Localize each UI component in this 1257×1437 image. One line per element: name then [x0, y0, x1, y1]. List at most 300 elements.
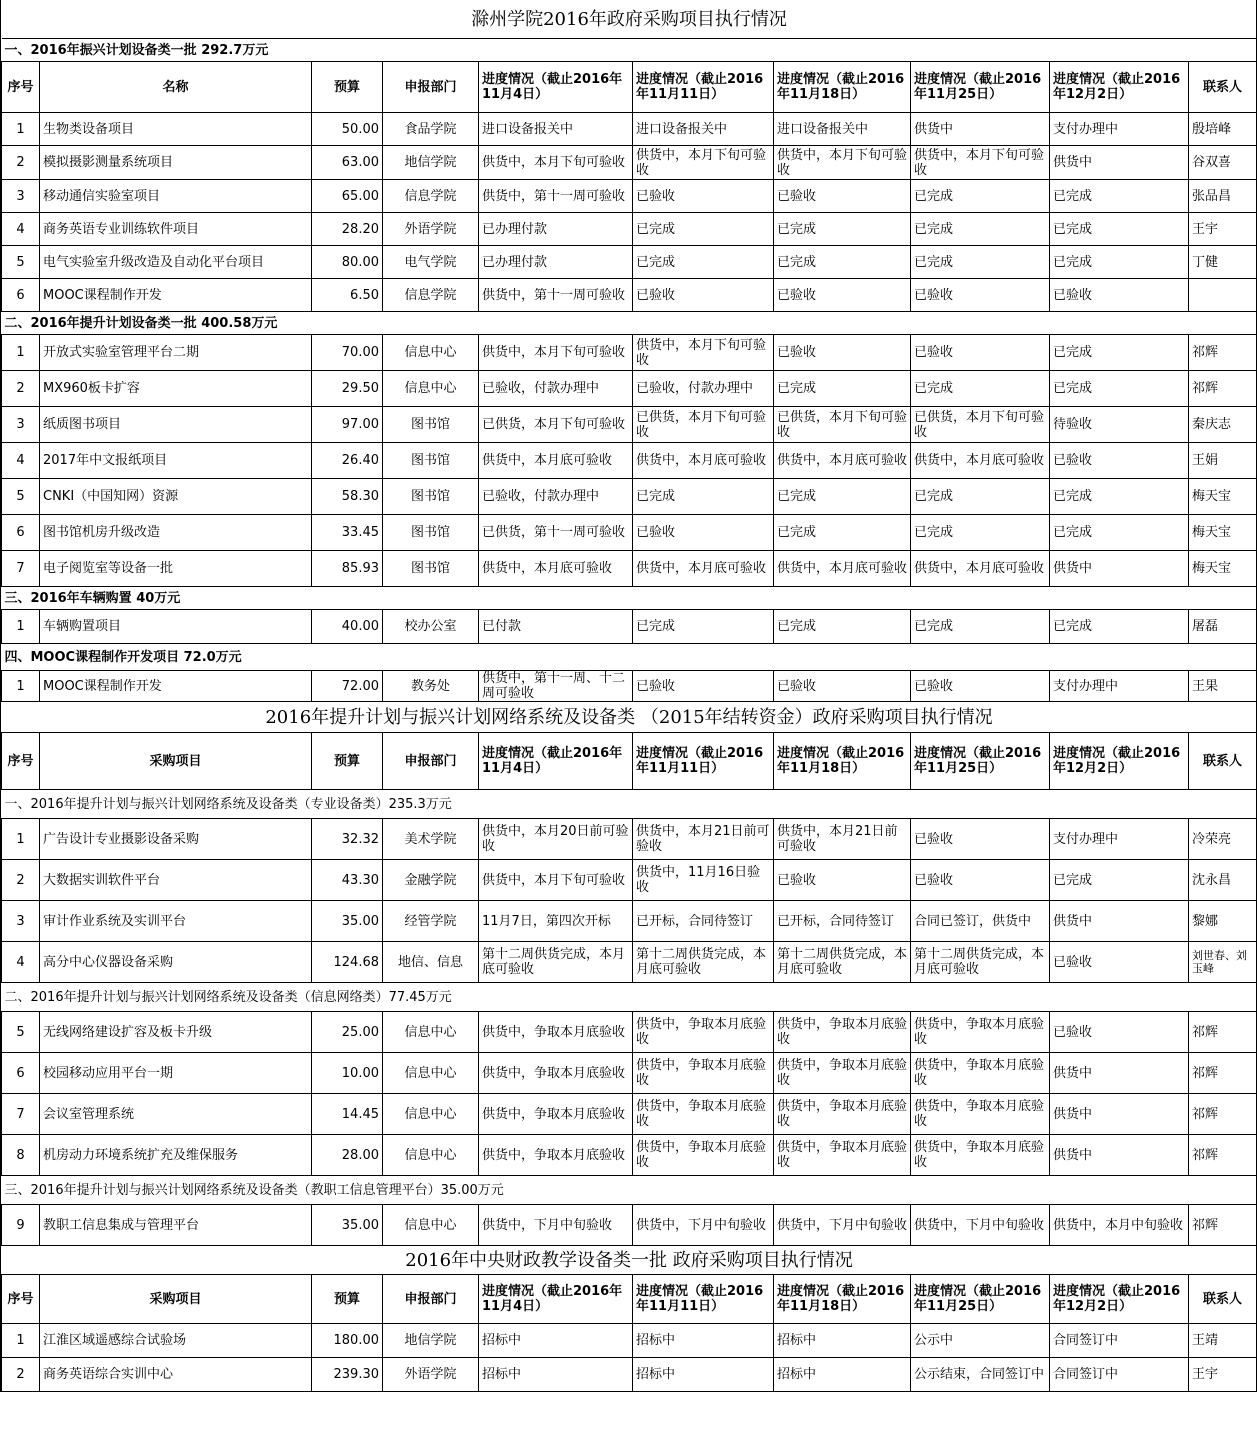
cell-dept [383, 901, 479, 942]
table-row [2, 942, 1257, 983]
column-header: 预算 [312, 1275, 383, 1324]
cell-name [40, 819, 312, 860]
cell-budget [312, 551, 383, 587]
cell-p2 [633, 246, 774, 279]
procurement-table [1, 0, 1257, 1392]
table-title-row [2, 0, 1257, 39]
cell-text: 供货中，下月中旬验收 [636, 1217, 767, 1233]
cell-p1 [479, 671, 633, 702]
cell-text: 供货中，下月中旬验收 [914, 1217, 1045, 1233]
cell-p2 [633, 610, 774, 644]
cell-p1 [479, 146, 633, 180]
cell-no [2, 335, 40, 371]
cell-text: 供货中，争取本月底验收 [777, 1099, 907, 1129]
cell-text: 供货中，本月下旬可验收 [636, 337, 767, 368]
column-header: 联系人 [1189, 1275, 1257, 1324]
cell-p4 [911, 860, 1050, 901]
cell-text: 已完成 [1053, 381, 1093, 396]
cell-text: 梅天宝 [1192, 489, 1232, 504]
cell-no [2, 407, 40, 443]
cell-text: 已验收 [914, 872, 954, 888]
cell-dept [383, 279, 479, 312]
cell-text: 2 [16, 872, 25, 888]
cell-text: 供货中 [1053, 561, 1093, 576]
cell-p3 [774, 1135, 911, 1176]
cell-p4 [911, 213, 1050, 246]
table-row [2, 335, 1257, 371]
cell-text: 王果 [1192, 678, 1219, 694]
cell-text: 供货中，下月中旬验收 [482, 1217, 613, 1233]
cell-p5 [1050, 246, 1189, 279]
cell-p1 [479, 610, 633, 644]
cell-text: 已完成 [914, 188, 954, 204]
cell-p5 [1050, 1324, 1189, 1358]
cell-text: 已验收 [777, 872, 817, 888]
cell-no [2, 860, 40, 901]
cell-p5 [1050, 860, 1189, 901]
cell-no [2, 610, 40, 644]
column-header: 序号 [2, 733, 40, 790]
cell-p4 [911, 671, 1050, 702]
cell-name [40, 246, 312, 279]
cell-p1 [479, 371, 633, 407]
column-header: 采购项目 [40, 733, 312, 790]
cell-p3 [774, 1053, 911, 1094]
cell-text: 已验收 [914, 678, 954, 694]
table-row [2, 901, 1257, 942]
cell-p3 [774, 371, 911, 407]
cell-budget [312, 1053, 383, 1094]
cell-budget [312, 246, 383, 279]
cell-text: 第十二周供货完成，本月底可验收 [777, 947, 907, 977]
cell-text: 29.50 [341, 381, 379, 396]
cell-name [40, 479, 312, 515]
cell-text: 已验收，付款办理中 [482, 381, 600, 396]
cell-budget [312, 1012, 383, 1053]
cell-text: 沈永昌 [1192, 872, 1232, 888]
cell-p4 [911, 279, 1050, 312]
cell-text: 图书馆 [410, 525, 450, 540]
cell-text: 进口设备报关中 [777, 121, 869, 137]
cell-text: 已验收 [777, 287, 817, 303]
cell-p3 [774, 407, 911, 443]
cell-text: 已完成 [1053, 345, 1093, 360]
cell-text: 已完成 [1053, 221, 1093, 237]
cell-text: 教务处 [410, 678, 450, 694]
cell-text: 已供货，本月下旬可验收 [777, 409, 907, 440]
table-row [2, 279, 1257, 312]
cell-text: 供货中 [1053, 155, 1093, 170]
cell-text: 97.00 [341, 417, 379, 432]
cell-text: 招标中 [636, 1367, 676, 1382]
cell-text: 校园移动应用平台一期 [43, 1065, 174, 1081]
cell-text: 已完成 [914, 619, 954, 634]
cell-dept [383, 942, 479, 983]
table-row [2, 213, 1257, 246]
cell-text: 1 [16, 831, 25, 847]
cell-text: 祁辉 [1192, 1065, 1219, 1081]
cell-p3 [774, 180, 911, 213]
cell-text: 冷荣亮 [1192, 831, 1232, 847]
cell-name [40, 1135, 312, 1176]
cell-text: 图书馆 [410, 417, 450, 432]
cell-text: 供货中，争取本月底验收 [636, 1058, 767, 1088]
cell-text: 供货中 [1053, 1065, 1093, 1081]
cell-text: 信息中心 [404, 345, 457, 360]
cell-text: MX960板卡扩容 [43, 381, 140, 396]
header-row [2, 733, 1257, 790]
section-heading: 二、2016年提升计划设备类一批 400.58万元 [2, 312, 1257, 335]
header-row [2, 1275, 1257, 1324]
cell-text: 经管学院 [404, 913, 457, 929]
cell-text: 信息学院 [404, 287, 457, 303]
cell-text: 已完成 [636, 619, 676, 634]
cell-contact [1189, 335, 1257, 371]
cell-name [40, 860, 312, 901]
cell-p4 [911, 1135, 1050, 1176]
cell-text: 供货中，本月底可验收 [636, 453, 767, 468]
cell-text: 祁辉 [1192, 1217, 1219, 1233]
cell-p1 [479, 551, 633, 587]
cell-p5 [1050, 515, 1189, 551]
table-row [2, 1094, 1257, 1135]
cell-text: 2 [16, 155, 25, 170]
cell-p1 [479, 901, 633, 942]
cell-text: 信息中心 [404, 1065, 457, 1081]
cell-p3 [774, 113, 911, 146]
cell-text: 已完成 [1053, 489, 1093, 504]
cell-p2 [633, 371, 774, 407]
table-row [2, 371, 1257, 407]
cell-text: 6 [16, 1065, 25, 1081]
cell-contact [1189, 113, 1257, 146]
cell-no [2, 146, 40, 180]
cell-contact [1189, 479, 1257, 515]
cell-contact [1189, 146, 1257, 180]
section-heading-row [2, 644, 1257, 671]
cell-text: 已完成 [636, 221, 676, 237]
table-title: 2016年中央财政教学设备类一批 政府采购项目执行情况 [2, 1246, 1257, 1275]
cell-budget [312, 180, 383, 213]
cell-text: 已供货，本月下旬可验收 [482, 417, 626, 432]
cell-p3 [774, 551, 911, 587]
cell-p2 [633, 819, 774, 860]
cell-text: 王宇 [1192, 221, 1219, 237]
cell-text: 2017年中文报纸项目 [43, 453, 168, 468]
cell-budget [312, 146, 383, 180]
column-header: 进度情况（截止2016年11月25日） [911, 733, 1050, 790]
cell-text: 供货中，本月下旬可验收 [482, 872, 626, 888]
cell-dept [383, 479, 479, 515]
section-heading-row [2, 1176, 1257, 1205]
column-header: 联系人 [1189, 733, 1257, 790]
cell-text: 已验收 [914, 831, 954, 847]
cell-dept [383, 1012, 479, 1053]
column-header: 预算 [312, 62, 383, 113]
cell-text: 供货中，本月21日前可验收 [636, 824, 770, 854]
cell-text: 供货中，本月下旬可验收 [482, 155, 626, 170]
section-heading: 四、MOOC课程制作开发项目 72.0万元 [2, 644, 1257, 671]
cell-text: 供货中 [1053, 1106, 1093, 1122]
column-header: 申报部门 [383, 62, 479, 113]
table-title-row [2, 702, 1257, 733]
cell-text: 图书馆 [410, 489, 450, 504]
cell-name [40, 1205, 312, 1246]
cell-p5 [1050, 819, 1189, 860]
cell-text: 美术学院 [404, 831, 457, 847]
cell-p5 [1050, 180, 1189, 213]
cell-p3 [774, 213, 911, 246]
cell-text: 50.00 [341, 121, 379, 137]
cell-text: 180.00 [333, 1333, 379, 1348]
cell-name [40, 901, 312, 942]
cell-dept [383, 610, 479, 644]
cell-budget [312, 1358, 383, 1392]
cell-budget [312, 942, 383, 983]
cell-p2 [633, 1324, 774, 1358]
cell-no [2, 1324, 40, 1358]
cell-text: 已验收 [636, 188, 676, 204]
cell-text: 招标中 [777, 1333, 817, 1348]
cell-text: 已完成 [636, 489, 676, 504]
cell-text: 图书馆机房升级改造 [43, 525, 161, 540]
cell-dept [383, 213, 479, 246]
cell-text: 祁辉 [1192, 1106, 1219, 1122]
cell-contact [1189, 942, 1257, 983]
cell-text: 校办公室 [404, 619, 457, 634]
cell-text: 72.00 [341, 678, 379, 694]
cell-no [2, 1053, 40, 1094]
cell-text: 供货中，争取本月底验收 [777, 1140, 907, 1170]
cell-dept [383, 407, 479, 443]
cell-p2 [633, 443, 774, 479]
cell-p3 [774, 1094, 911, 1135]
cell-contact [1189, 819, 1257, 860]
cell-p3 [774, 515, 911, 551]
cell-p4 [911, 443, 1050, 479]
cell-text: 广告设计专业摄影设备采购 [43, 831, 200, 847]
section-heading-row [2, 790, 1257, 819]
cell-dept [383, 1358, 479, 1392]
cell-no [2, 551, 40, 587]
cell-text: 已完成 [777, 619, 817, 634]
cell-text: 供货中，争取本月底验收 [482, 1065, 626, 1081]
cell-text: 王宇 [1192, 1367, 1219, 1382]
cell-p3 [774, 1324, 911, 1358]
cell-contact [1189, 279, 1257, 312]
cell-text: 2 [16, 1367, 25, 1382]
cell-p1 [479, 246, 633, 279]
cell-p5 [1050, 146, 1189, 180]
cell-text: 已完成 [914, 381, 954, 396]
cell-p5 [1050, 1135, 1189, 1176]
cell-text: 祁辉 [1192, 1147, 1219, 1163]
cell-text: 纸质图书项目 [43, 417, 122, 432]
cell-contact [1189, 407, 1257, 443]
cell-text: 已验收 [777, 678, 817, 694]
cell-no [2, 671, 40, 702]
cell-name [40, 1358, 312, 1392]
column-header: 进度情况（截止2016年11月18日） [774, 62, 911, 113]
cell-contact [1189, 901, 1257, 942]
cell-text: 已完成 [1053, 872, 1093, 888]
header-row [2, 62, 1257, 113]
table-row [2, 671, 1257, 702]
cell-dept [383, 371, 479, 407]
cell-text: 43.30 [341, 872, 379, 888]
cell-p5 [1050, 335, 1189, 371]
cell-dept [383, 551, 479, 587]
cell-text: 供货中，本月底可验收 [914, 453, 1045, 468]
cell-p4 [911, 819, 1050, 860]
cell-text: 28.20 [341, 221, 379, 237]
cell-no [2, 901, 40, 942]
cell-name [40, 551, 312, 587]
cell-text: 殷培峰 [1192, 121, 1232, 137]
cell-text: 高分中心仪器设备采购 [43, 954, 174, 970]
cell-text: 已验收 [777, 188, 817, 204]
cell-p2 [633, 113, 774, 146]
cell-text: 无线网络建设扩容及板卡升级 [43, 1024, 213, 1040]
cell-text: 供货中，本月下旬可验收 [482, 345, 626, 360]
cell-text: 金融学院 [404, 872, 457, 888]
cell-text: 已完成 [1053, 525, 1093, 540]
cell-name [40, 1324, 312, 1358]
cell-p4 [911, 551, 1050, 587]
cell-text: 生物类设备项目 [43, 121, 135, 137]
cell-dept [383, 146, 479, 180]
cell-p5 [1050, 407, 1189, 443]
cell-text: 已完成 [777, 381, 817, 396]
cell-text: 进口设备报关中 [636, 121, 728, 137]
cell-p1 [479, 407, 633, 443]
cell-name [40, 335, 312, 371]
cell-text: 供货中，本月中旬验收 [1053, 1217, 1184, 1233]
section-heading: 一、2016年提升计划与振兴计划网络系统及设备类（专业设备类）235.3万元 [2, 790, 1257, 819]
cell-p2 [633, 146, 774, 180]
column-header: 进度情况（截止2016年11月18日） [774, 733, 911, 790]
cell-text: 已办理付款 [482, 254, 548, 270]
cell-p1 [479, 942, 633, 983]
cell-text: 已完成 [777, 254, 817, 270]
cell-p2 [633, 279, 774, 312]
cell-dept [383, 335, 479, 371]
cell-p4 [911, 1094, 1050, 1135]
cell-p2 [633, 407, 774, 443]
cell-text: 3 [16, 188, 25, 204]
cell-p4 [911, 335, 1050, 371]
cell-text: 4 [16, 221, 25, 237]
cell-text: 已开标，合同待签订 [777, 913, 895, 929]
cell-text: 梅天宝 [1192, 525, 1232, 540]
cell-text: 6.50 [350, 287, 379, 303]
cell-text: 供货中，下月中旬验收 [777, 1217, 907, 1233]
cell-text: 已完成 [914, 221, 954, 237]
cell-p1 [479, 479, 633, 515]
cell-text: 7 [16, 1106, 25, 1122]
cell-text: 已验收 [636, 525, 676, 540]
section-heading: 二、2016年提升计划与振兴计划网络系统及设备类（信息网络类）77.45万元 [2, 983, 1257, 1012]
cell-contact [1189, 1205, 1257, 1246]
cell-budget [312, 1094, 383, 1135]
cell-text: 已完成 [1053, 254, 1093, 270]
cell-text: 28.00 [341, 1147, 379, 1163]
cell-p3 [774, 279, 911, 312]
table-row [2, 1135, 1257, 1176]
cell-name [40, 1012, 312, 1053]
cell-p1 [479, 1358, 633, 1392]
cell-text: 合同已签订，供货中 [914, 913, 1032, 929]
cell-name [40, 279, 312, 312]
cell-p1 [479, 860, 633, 901]
cell-text: 供货中，第十一周可验收 [482, 188, 626, 204]
cell-text: 供货中，争取本月底验收 [636, 1017, 767, 1047]
cell-p2 [633, 1094, 774, 1135]
cell-text: 审计作业系统及实训平台 [43, 913, 187, 929]
cell-p2 [633, 213, 774, 246]
cell-text: 供货中，11月16日验收 [636, 865, 761, 895]
cell-text: 已完成 [636, 254, 676, 270]
cell-p2 [633, 901, 774, 942]
cell-budget [312, 113, 383, 146]
table-row [2, 1012, 1257, 1053]
cell-p2 [633, 1358, 774, 1392]
cell-p5 [1050, 671, 1189, 702]
cell-no [2, 113, 40, 146]
cell-text: 已验收 [636, 678, 676, 694]
cell-text: 公示中 [914, 1333, 954, 1348]
cell-text: 70.00 [341, 345, 379, 360]
cell-text: 招标中 [636, 1333, 676, 1348]
cell-text: 招标中 [482, 1367, 522, 1382]
cell-text: 谷双喜 [1192, 155, 1232, 170]
column-header: 进度情况（截止2016年11月4日） [479, 62, 633, 113]
cell-budget [312, 279, 383, 312]
cell-text: 已完成 [1053, 619, 1093, 634]
cell-p4 [911, 1205, 1050, 1246]
cell-name [40, 1094, 312, 1135]
cell-text: 信息中心 [404, 1024, 457, 1040]
cell-text: 85.93 [341, 561, 379, 576]
cell-p5 [1050, 1358, 1189, 1392]
table-row [2, 1205, 1257, 1246]
section-heading-row [2, 983, 1257, 1012]
section-heading: 一、2016年振兴计划设备类一批 292.7万元 [2, 39, 1257, 62]
column-header: 进度情况（截止2016年11月11日） [633, 62, 774, 113]
table-row [2, 860, 1257, 901]
cell-contact [1189, 371, 1257, 407]
cell-text: 食品学院 [404, 121, 457, 137]
cell-dept [383, 515, 479, 551]
cell-p1 [479, 1094, 633, 1135]
cell-text: 地信、信息 [397, 954, 463, 970]
cell-text: 已验收 [636, 287, 676, 303]
cell-text: 祁辉 [1192, 1024, 1219, 1040]
cell-text: 移动通信实验室项目 [43, 188, 161, 204]
cell-p1 [479, 180, 633, 213]
cell-text: 支付办理中 [1053, 831, 1119, 847]
cell-text: 供货中，本月底可验收 [914, 561, 1045, 576]
cell-p4 [911, 515, 1050, 551]
cell-text: 6 [16, 525, 25, 540]
cell-text: 信息学院 [404, 188, 457, 204]
cell-no [2, 819, 40, 860]
cell-text: 已验收，付款办理中 [636, 381, 754, 396]
cell-text: 已验收 [777, 345, 817, 360]
table-row [2, 515, 1257, 551]
cell-dept [383, 819, 479, 860]
cell-contact [1189, 180, 1257, 213]
